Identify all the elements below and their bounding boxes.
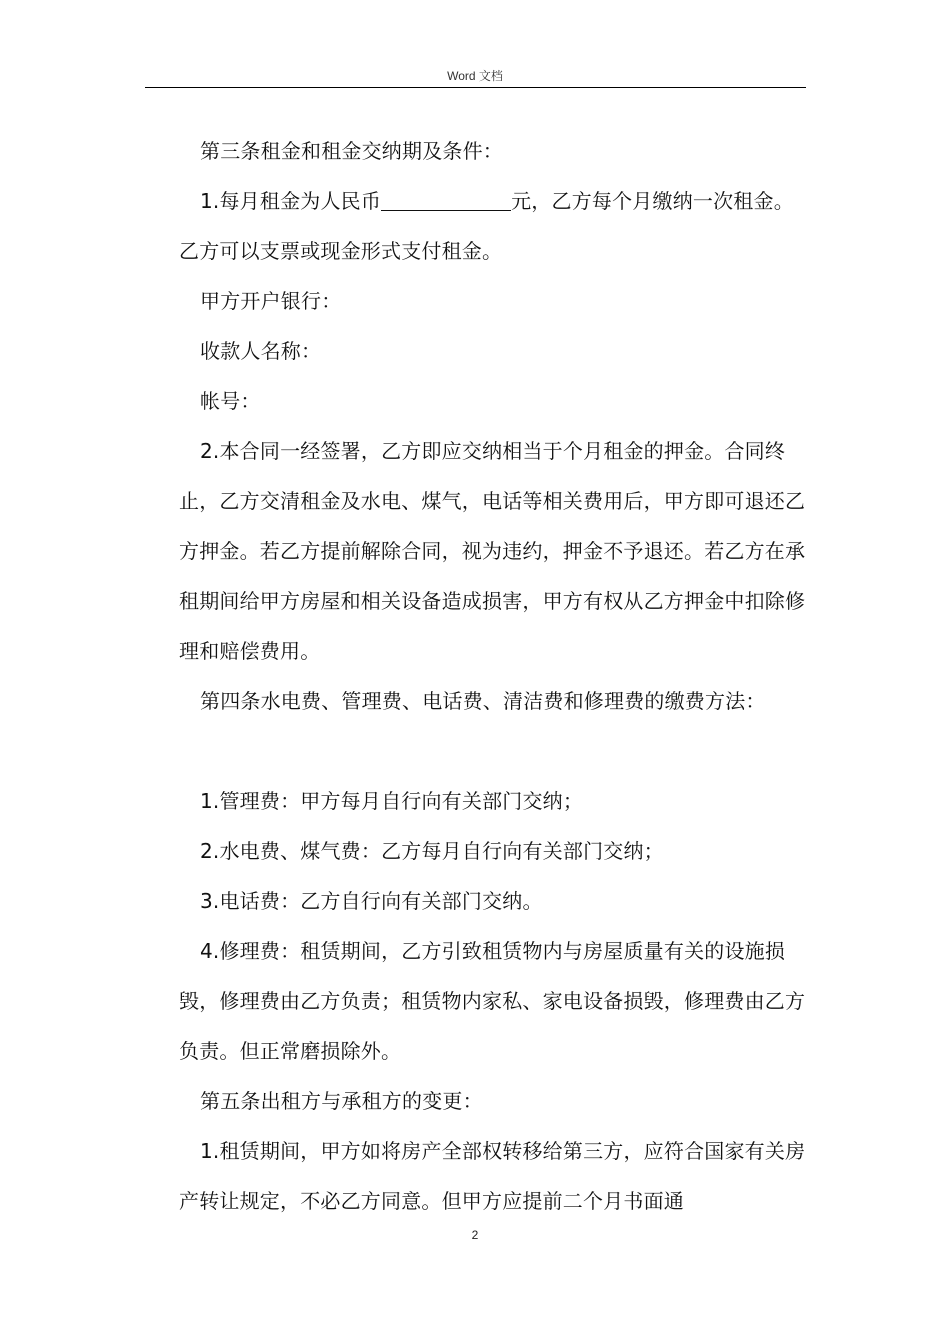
fee-item-telephone: 3.电话费：乙方自行向有关部门交纳。 [200, 889, 543, 913]
article-3-heading: 第三条租金和租金交纳期及条件： [200, 139, 503, 163]
blank-line [179, 726, 807, 776]
fee-item-management: 1.管理费：甲方每月自行向有关部门交纳； [200, 789, 584, 813]
article-4-heading: 第四条水电费、管理费、电话费、清洁费和修理费的缴费方法： [200, 689, 766, 713]
rent-paragraph-prefix: 1.每月租金为人民币 [200, 189, 382, 213]
bank-field-label: 甲方开户银行： [200, 289, 342, 313]
fee-item-repair: 4.修理费：租赁期间，乙方引致租赁物内与房屋质量有关的设施损毁，修理费由乙方负责；租赁物内家私、家电设备损毁，修理费由乙方负责。但正常磨损除外。 [179, 939, 806, 1063]
header-divider [145, 87, 806, 88]
document-body [179, 126, 807, 1226]
article-5-heading: 第五条出租方与承租方的变更： [200, 1089, 483, 1113]
account-field-label: 帐号： [200, 389, 261, 413]
rent-paragraph [179, 176, 807, 276]
rent-paragraph-suffix: 元，乙方每个月缴纳一次租金。乙方可以支票或现金形式支付租金。 [179, 189, 794, 263]
transfer-paragraph: 1.租赁期间，甲方如将房产全部权转移给第三方，应符合国家有关房产转让规定，不必乙方同意。但甲方应提前二个月书面通 [179, 1139, 806, 1213]
payee-field-label: 收款人名称： [200, 339, 322, 363]
deposit-paragraph: 2.本合同一经签署，乙方即应交纳相当于个月租金的押金。合同终止，乙方交清租金及水电、煤气，电话等相关费用后，甲方即可退还乙方押金。若乙方提前解除合同，视为违约，押金不予退还。若乙方在承租期间给甲方房屋和相关设备造成损害，甲方有权从乙方押金中扣除修理和赔偿费用。 [179, 439, 806, 663]
rent-amount-blank [381, 190, 511, 211]
page-number: 2 [471, 1228, 479, 1242]
fee-item-utilities: 2.水电费、煤气费：乙方每月自行向有关部门交纳； [200, 839, 664, 863]
document-header-title: Word 文档 [447, 69, 503, 83]
